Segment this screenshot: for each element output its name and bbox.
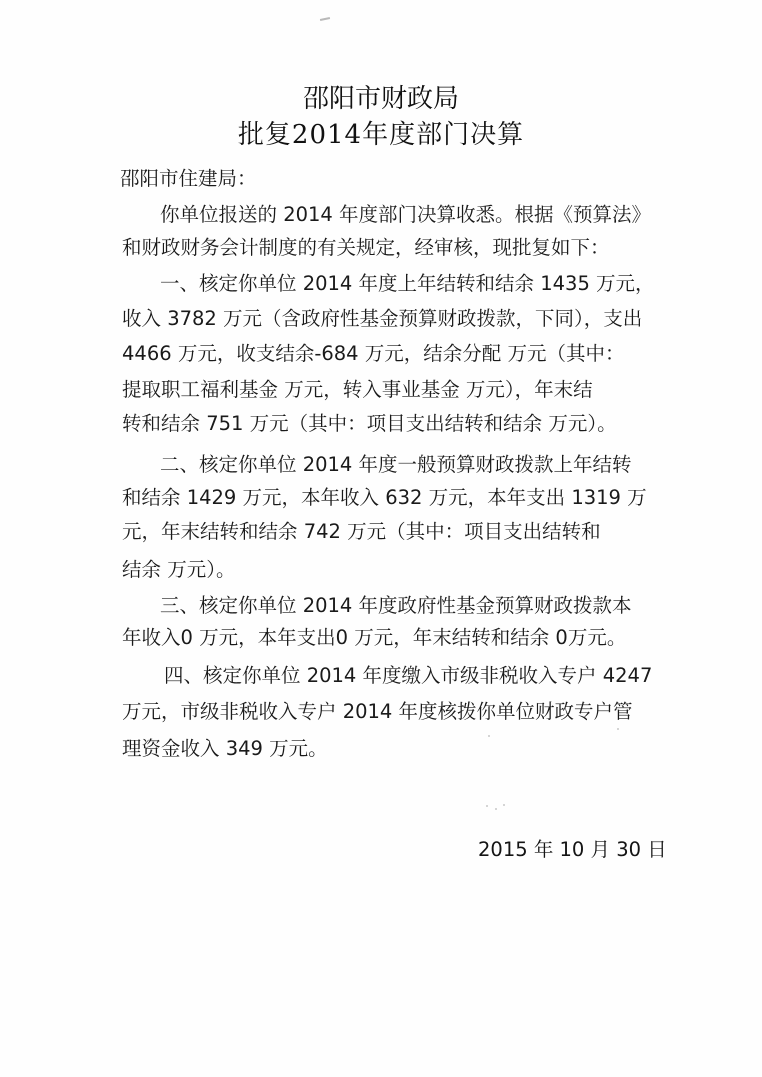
scan-speck (495, 808, 497, 810)
body-line: 元，年末结转和结余 742 万元（其中：项目支出结转和 (122, 520, 601, 543)
document-title: 批复2014年度部门决算 (237, 120, 525, 150)
scan-speck (488, 735, 490, 737)
body-line: 四、核定你单位 2014 年度缴入市级非税收入专户 4247 (164, 664, 653, 687)
body-line: 和结余 1429 万元，本年收入 632 万元，本年支出 1319 万 (122, 486, 647, 509)
body-line: 结余 万元）。 (122, 558, 236, 581)
scan-speck (617, 728, 619, 730)
body-line: 提取职工福利基金 万元，转入事业基金 万元），年末结 (122, 378, 593, 401)
body-line: 你单位报送的 2014 年度部门决算收悉。根据《预算法》 (160, 203, 652, 226)
body-line: 和财政财务会计制度的有关规定，经审核，现批复如下： (122, 236, 610, 259)
body-line: 年收入0 万元，本年支出0 万元，年末结转和结余 0万元。 (122, 626, 627, 649)
body-line: 万元，市级非税收入专户 2014 年度核拨你单位财政专户管 (122, 700, 633, 723)
addressee: 邵阳市住建局： (120, 167, 257, 190)
body-line: 理资金收入 349 万元。 (122, 737, 328, 760)
body-line: 转和结余 751 万元（其中：项目支出结转和结余 万元）。 (122, 412, 617, 435)
body-line: 4466 万元，收支结余-684 万元，结余分配 万元（其中： (122, 342, 625, 365)
body-line: 二、核定你单位 2014 年度一般预算财政拨款上年结转 (160, 453, 632, 476)
issuer-title: 邵阳市财政局 (302, 84, 459, 114)
body-line: 三、核定你单位 2014 年度政府性基金预算财政拨款本 (160, 594, 632, 617)
body-line: 一、核定你单位 2014 年度上年结转和结余 1435 万元， (160, 272, 655, 295)
scan-speck (486, 805, 488, 807)
scan-speck (503, 804, 505, 806)
document-date: 2015 年 10 月 30 日 (478, 838, 667, 861)
body-line: 收入 3782 万元（含政府性基金预算财政拨款，下同），支出 (122, 307, 643, 330)
scan-mark (320, 17, 330, 21)
